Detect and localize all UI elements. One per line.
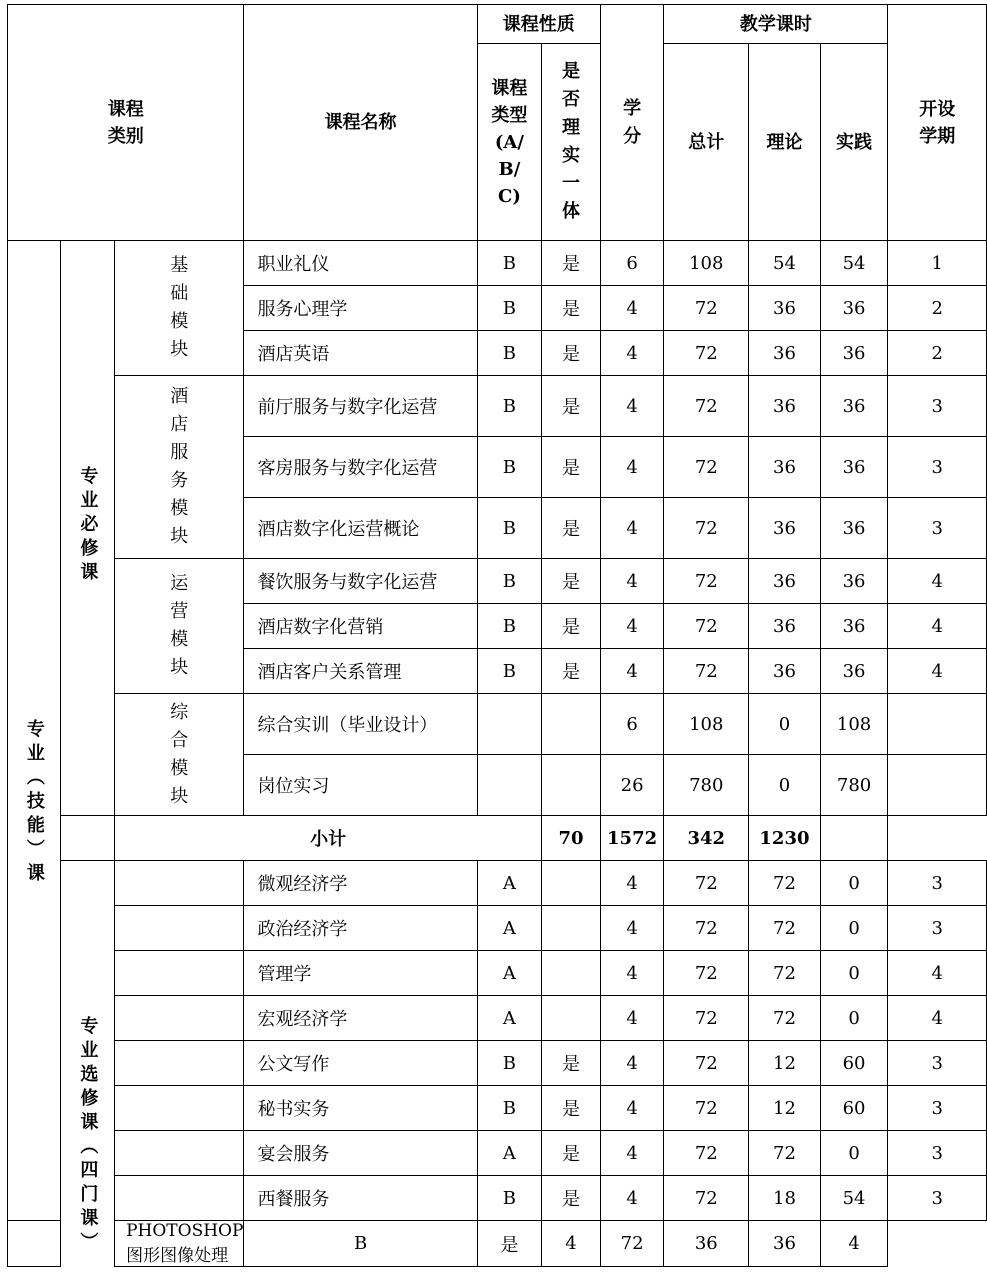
course-integrated: 是: [542, 437, 601, 498]
course-theory: 36: [749, 376, 820, 437]
course-semester: 3: [888, 906, 987, 951]
header-nature: 课程性质: [477, 5, 600, 44]
curriculum-table: [7, 4, 987, 1267]
course-semester: 3: [888, 376, 987, 437]
table-row: [8, 241, 987, 286]
module-empty: [115, 1086, 244, 1131]
course-practice: 36: [820, 286, 888, 331]
subtotal-module-cell: [60, 816, 114, 861]
header-semester: 开设学期: [888, 5, 987, 241]
course-semester: 3: [888, 1131, 987, 1176]
course-name: 酒店客户关系管理: [244, 649, 477, 694]
course-credit: 4: [600, 559, 663, 604]
header-theory: 理论: [749, 44, 820, 241]
course-practice: 36: [820, 604, 888, 649]
table-row: [8, 1041, 987, 1086]
course-total: 72: [664, 996, 749, 1041]
course-total: 72: [664, 1086, 749, 1131]
course-name: 岗位实习: [244, 755, 477, 816]
course-semester: 4: [888, 649, 987, 694]
module-empty: [115, 1176, 244, 1221]
course-credit: 26: [600, 755, 663, 816]
course-practice: 0: [820, 951, 888, 996]
course-practice: 60: [820, 1086, 888, 1131]
course-theory: 12: [749, 1086, 820, 1131]
header-total: 总计: [664, 44, 749, 241]
course-total: 72: [664, 604, 749, 649]
course-practice: 36: [820, 498, 888, 559]
course-credit: 4: [600, 861, 663, 906]
header-course-type: 课程类型(A/B/C): [477, 44, 541, 241]
subtotal-semester: [820, 816, 888, 861]
course-practice: 0: [820, 1131, 888, 1176]
course-credit: 4: [600, 437, 663, 498]
course-semester: 2: [888, 331, 987, 376]
header-integrated: 是否理实一体: [542, 44, 601, 241]
course-practice: 36: [820, 649, 888, 694]
course-name: 政治经济学: [244, 906, 477, 951]
course-practice: 0: [820, 996, 888, 1041]
group-elective: 专业选修课（四门课）: [60, 861, 114, 1267]
course-type: B: [477, 1086, 541, 1131]
course-type: B: [477, 604, 541, 649]
course-total: 72: [664, 1131, 749, 1176]
course-credit: 4: [600, 1131, 663, 1176]
course-total: 72: [664, 1176, 749, 1221]
subtotal-label: 小计: [115, 816, 542, 861]
module-comprehensive: 综合模块: [115, 694, 244, 816]
header-credit: 学分: [600, 5, 663, 241]
course-type: A: [477, 1131, 541, 1176]
course-semester: [888, 694, 987, 755]
course-credit: 6: [600, 694, 663, 755]
course-practice: 0: [820, 906, 888, 951]
course-total: 72: [664, 951, 749, 996]
course-credit: 4: [600, 1176, 663, 1221]
course-name: 宏观经济学: [244, 996, 477, 1041]
course-credit: 4: [600, 906, 663, 951]
course-credit: 4: [600, 331, 663, 376]
header-course-name: 课程名称: [244, 5, 477, 241]
course-type: A: [477, 906, 541, 951]
course-credit: 6: [600, 241, 663, 286]
course-integrated: [542, 996, 601, 1041]
course-name: 服务心理学: [244, 286, 477, 331]
course-theory: 36: [749, 498, 820, 559]
module-hotel: 酒店服务模块: [115, 376, 244, 559]
course-practice: 108: [820, 694, 888, 755]
course-theory: 36: [749, 286, 820, 331]
module-basic: 基础模块: [115, 241, 244, 376]
subtotal-total: 1572: [600, 816, 663, 861]
course-credit: 4: [600, 1086, 663, 1131]
course-theory: 72: [749, 1131, 820, 1176]
course-total: 72: [664, 1041, 749, 1086]
module-empty: [115, 1131, 244, 1176]
course-type: [477, 694, 541, 755]
course-theory: 72: [749, 906, 820, 951]
course-integrated: [542, 861, 601, 906]
course-integrated: 是: [542, 1041, 601, 1086]
course-name: 管理学: [244, 951, 477, 996]
table-row: [8, 996, 987, 1041]
course-semester: 3: [888, 861, 987, 906]
course-semester: 4: [888, 604, 987, 649]
table-row: [8, 1221, 987, 1267]
course-theory: 36: [749, 437, 820, 498]
course-integrated: 是: [542, 241, 601, 286]
course-theory: 54: [749, 241, 820, 286]
category-major: 专业（技能）课: [8, 241, 61, 1221]
course-practice: 60: [820, 1041, 888, 1086]
course-semester: 3: [888, 1176, 987, 1221]
course-type: B: [244, 1221, 477, 1267]
course-theory: 72: [749, 951, 820, 996]
course-type: B: [477, 1176, 541, 1221]
course-name: 酒店数字化运营概论: [244, 498, 477, 559]
table-row: [8, 906, 987, 951]
course-name: 酒店英语: [244, 331, 477, 376]
course-semester: 3: [888, 1086, 987, 1131]
table-row: [8, 694, 987, 755]
course-total: 72: [664, 331, 749, 376]
course-semester: 1: [888, 241, 987, 286]
course-total: 108: [664, 241, 749, 286]
course-total: 72: [664, 559, 749, 604]
course-semester: 2: [888, 286, 987, 331]
course-practice: 0: [820, 861, 888, 906]
course-name: 西餐服务: [244, 1176, 477, 1221]
table-row: [8, 1131, 987, 1176]
course-theory: 36: [749, 331, 820, 376]
course-practice: 54: [820, 1176, 888, 1221]
course-total: 72: [664, 376, 749, 437]
module-empty: [115, 906, 244, 951]
module-empty: [115, 996, 244, 1041]
course-integrated: 是: [542, 286, 601, 331]
course-semester: 3: [888, 498, 987, 559]
course-type: B: [477, 437, 541, 498]
course-total: 72: [600, 1221, 663, 1267]
course-integrated: 是: [542, 1131, 601, 1176]
course-semester: [888, 755, 987, 816]
course-credit: 4: [542, 1221, 601, 1267]
course-semester: 3: [888, 437, 987, 498]
table-row: [8, 861, 987, 906]
course-total: 780: [664, 755, 749, 816]
table-row: [8, 1176, 987, 1221]
header-hours: 教学课时: [664, 5, 888, 44]
course-integrated: 是: [542, 559, 601, 604]
course-total: 108: [664, 694, 749, 755]
course-total: 72: [664, 437, 749, 498]
course-integrated: 是: [542, 604, 601, 649]
course-type: B: [477, 559, 541, 604]
course-credit: 4: [600, 604, 663, 649]
course-total: 72: [664, 861, 749, 906]
course-total: 72: [664, 649, 749, 694]
course-theory: 36: [749, 649, 820, 694]
course-type: B: [477, 331, 541, 376]
subtotal-theory: 342: [664, 816, 749, 861]
course-practice: 36: [749, 1221, 820, 1267]
course-name: 秘书实务: [244, 1086, 477, 1131]
course-theory: 0: [749, 755, 820, 816]
course-practice: 36: [820, 437, 888, 498]
course-type: A: [477, 951, 541, 996]
course-theory: 72: [749, 996, 820, 1041]
module-operation: 运营模块: [115, 559, 244, 694]
course-credit: 4: [600, 649, 663, 694]
course-integrated: [542, 755, 601, 816]
course-integrated: 是: [542, 1086, 601, 1131]
course-name: 宴会服务: [244, 1131, 477, 1176]
course-name: 客房服务与数字化运营: [244, 437, 477, 498]
course-name: 职业礼仪: [244, 241, 477, 286]
course-type: B: [477, 649, 541, 694]
header-category: 课程类别: [8, 5, 244, 241]
group-required: 专业必修课: [60, 241, 114, 816]
course-type: [477, 755, 541, 816]
course-semester: 4: [888, 951, 987, 996]
course-credit: 4: [600, 1041, 663, 1086]
table-row: [8, 1086, 987, 1131]
course-practice: 780: [820, 755, 888, 816]
course-name: 公文写作: [244, 1041, 477, 1086]
course-practice: 36: [820, 559, 888, 604]
course-theory: 36: [664, 1221, 749, 1267]
course-theory: 12: [749, 1041, 820, 1086]
header-practice: 实践: [820, 44, 888, 241]
course-semester: 4: [820, 1221, 888, 1267]
course-integrated: 是: [477, 1221, 541, 1267]
subtotal-practice: 1230: [749, 816, 820, 861]
course-name: 酒店数字化营销: [244, 604, 477, 649]
course-integrated: [542, 906, 601, 951]
course-type: B: [477, 241, 541, 286]
course-name: 微观经济学: [244, 861, 477, 906]
course-semester: 4: [888, 559, 987, 604]
course-type: A: [477, 861, 541, 906]
course-practice: 36: [820, 331, 888, 376]
course-integrated: 是: [542, 331, 601, 376]
module-empty: [8, 1221, 61, 1267]
course-practice: 36: [820, 376, 888, 437]
course-semester: 3: [888, 1041, 987, 1086]
course-name: 前厅服务与数字化运营: [244, 376, 477, 437]
course-credit: 4: [600, 376, 663, 437]
course-theory: 36: [749, 604, 820, 649]
table-row: [8, 951, 987, 996]
subtotal-row: [8, 816, 987, 861]
course-semester: 4: [888, 996, 987, 1041]
table-row: [8, 559, 987, 604]
course-theory: 0: [749, 694, 820, 755]
course-type: B: [477, 286, 541, 331]
course-integrated: [542, 694, 601, 755]
course-credit: 4: [600, 996, 663, 1041]
course-type: B: [477, 498, 541, 559]
course-name: 餐饮服务与数字化运营: [244, 559, 477, 604]
course-theory: 72: [749, 861, 820, 906]
course-credit: 4: [600, 951, 663, 996]
course-total: 72: [664, 906, 749, 951]
course-total: 72: [664, 286, 749, 331]
course-practice: 54: [820, 241, 888, 286]
course-name: 综合实训（毕业设计）: [244, 694, 477, 755]
course-credit: 4: [600, 498, 663, 559]
course-total: 72: [664, 498, 749, 559]
course-integrated: 是: [542, 649, 601, 694]
course-integrated: 是: [542, 376, 601, 437]
course-type: A: [477, 996, 541, 1041]
module-empty: [115, 951, 244, 996]
course-integrated: [542, 951, 601, 996]
table-row: [8, 376, 987, 437]
course-name: PHOTOSHOP图形图像处理: [115, 1221, 244, 1267]
course-integrated: 是: [542, 498, 601, 559]
course-theory: 18: [749, 1176, 820, 1221]
module-empty: [115, 1041, 244, 1086]
course-type: B: [477, 1041, 541, 1086]
course-integrated: 是: [542, 1176, 601, 1221]
course-theory: 36: [749, 559, 820, 604]
module-empty: [115, 861, 244, 906]
course-credit: 4: [600, 286, 663, 331]
subtotal-credit: 70: [542, 816, 601, 861]
course-type: B: [477, 376, 541, 437]
